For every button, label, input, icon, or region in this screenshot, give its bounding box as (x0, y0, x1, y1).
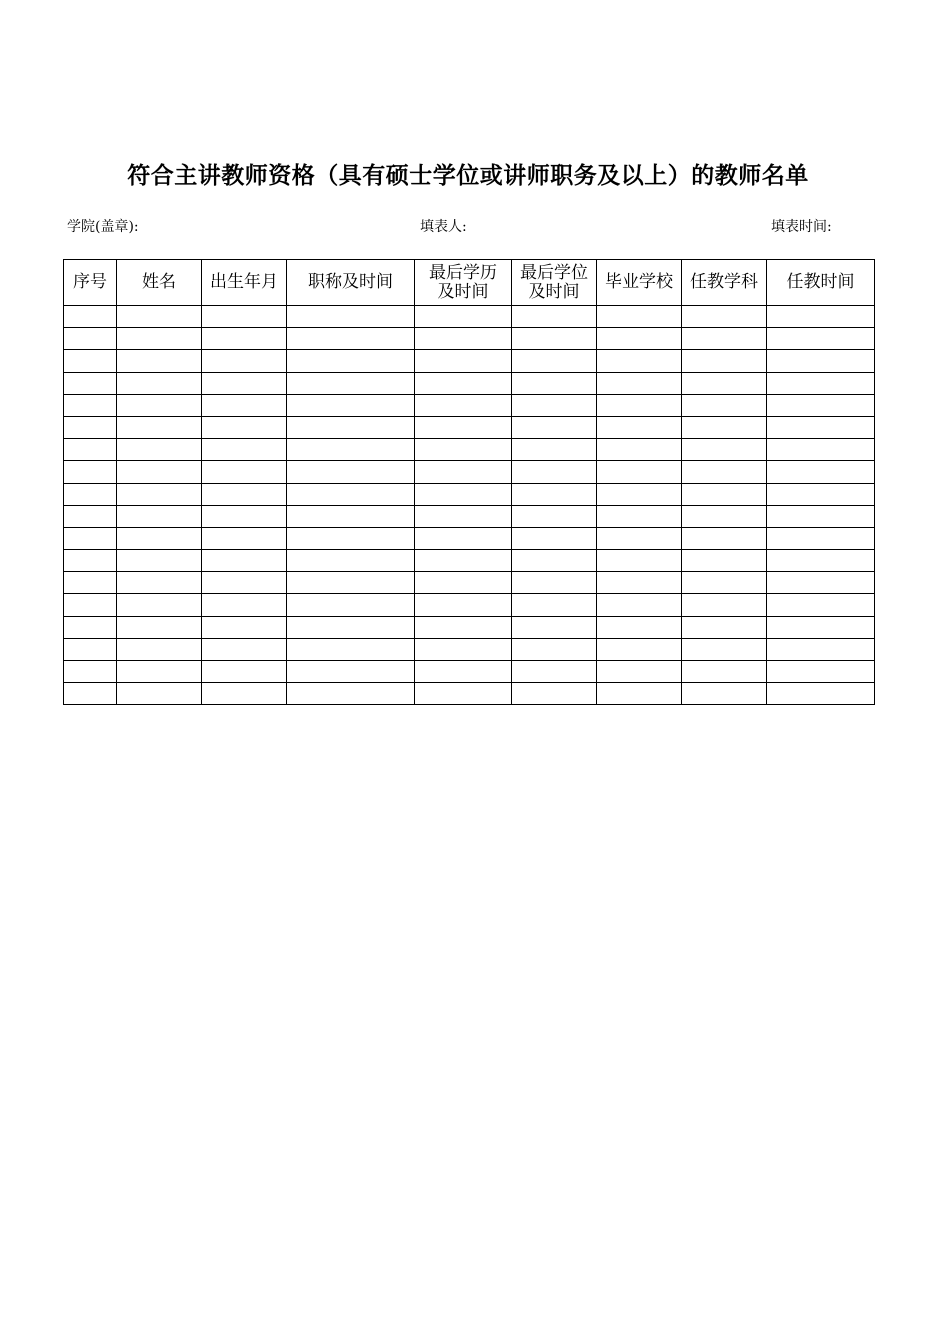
table-cell[interactable] (117, 572, 202, 594)
table-cell[interactable] (767, 394, 875, 416)
table-cell[interactable] (202, 550, 287, 572)
table-cell[interactable] (597, 306, 682, 328)
document-title: 符合主讲教师资格（具有硕士学位或讲师职务及以上）的教师名单 (127, 162, 809, 189)
table-cell[interactable] (512, 527, 597, 549)
table-cell[interactable] (767, 616, 875, 638)
table-cell[interactable] (415, 483, 512, 505)
table-row (64, 439, 875, 461)
table-cell[interactable] (117, 483, 202, 505)
table-cell[interactable] (287, 638, 415, 660)
table-cell[interactable] (117, 306, 202, 328)
header-teaching-subject: 任教学科 (682, 260, 767, 306)
table-row (64, 661, 875, 683)
table-cell[interactable] (64, 394, 117, 416)
table-row (64, 683, 875, 705)
table-cell[interactable] (64, 638, 117, 660)
table-cell[interactable] (287, 616, 415, 638)
table-cell[interactable] (415, 306, 512, 328)
table-cell[interactable] (202, 661, 287, 683)
table-cell[interactable] (512, 550, 597, 572)
table-cell[interactable] (682, 394, 767, 416)
table-cell[interactable] (415, 638, 512, 660)
table-cell[interactable] (117, 505, 202, 527)
table-cell[interactable] (202, 638, 287, 660)
table-cell[interactable] (512, 594, 597, 616)
table-cell[interactable] (597, 461, 682, 483)
table-cell[interactable] (597, 372, 682, 394)
table-cell[interactable] (64, 661, 117, 683)
table-cell[interactable] (64, 572, 117, 594)
form-filler-label: 填表人: (420, 219, 467, 235)
table-cell[interactable] (415, 616, 512, 638)
table-cell[interactable] (202, 439, 287, 461)
table-cell[interactable] (202, 394, 287, 416)
table-cell[interactable] (117, 394, 202, 416)
table-cell[interactable] (767, 461, 875, 483)
table-cell[interactable] (202, 683, 287, 705)
header-teaching-time: 任教时间 (767, 260, 875, 306)
table-cell[interactable] (767, 350, 875, 372)
table-row (64, 505, 875, 527)
table-cell[interactable] (117, 550, 202, 572)
table-cell[interactable] (682, 416, 767, 438)
table-cell[interactable] (512, 328, 597, 350)
table-cell[interactable] (597, 416, 682, 438)
table-cell[interactable] (597, 328, 682, 350)
table-cell[interactable] (767, 306, 875, 328)
table-cell[interactable] (415, 372, 512, 394)
table-cell[interactable] (202, 572, 287, 594)
table-row (64, 461, 875, 483)
table-cell[interactable] (287, 683, 415, 705)
table-cell[interactable] (512, 683, 597, 705)
table-cell[interactable] (512, 483, 597, 505)
table-cell[interactable] (202, 416, 287, 438)
table-cell[interactable] (767, 550, 875, 572)
table-cell[interactable] (415, 527, 512, 549)
table-cell[interactable] (117, 527, 202, 549)
table-cell[interactable] (287, 505, 415, 527)
table-cell[interactable] (682, 439, 767, 461)
table-cell[interactable] (767, 439, 875, 461)
table-cell[interactable] (64, 439, 117, 461)
table-cell[interactable] (202, 505, 287, 527)
table-cell[interactable] (597, 483, 682, 505)
table-cell[interactable] (202, 372, 287, 394)
table-cell[interactable] (202, 328, 287, 350)
table-cell[interactable] (767, 416, 875, 438)
table-cell[interactable] (117, 594, 202, 616)
header-title-and-date: 职称及时间 (287, 260, 415, 306)
table-cell[interactable] (682, 505, 767, 527)
table-cell[interactable] (597, 683, 682, 705)
table-body (64, 306, 875, 705)
table-cell[interactable] (64, 328, 117, 350)
table-cell[interactable] (682, 594, 767, 616)
table-cell[interactable] (287, 416, 415, 438)
table-cell[interactable] (767, 372, 875, 394)
table-cell[interactable] (117, 372, 202, 394)
table-cell[interactable] (202, 461, 287, 483)
table-cell[interactable] (415, 683, 512, 705)
table-row (64, 306, 875, 328)
table-cell[interactable] (597, 661, 682, 683)
teacher-roster-table (63, 259, 875, 705)
table-cell[interactable] (512, 350, 597, 372)
table-cell[interactable] (287, 328, 415, 350)
table-cell[interactable] (415, 416, 512, 438)
table-cell[interactable] (64, 416, 117, 438)
table-cell[interactable] (682, 527, 767, 549)
table-cell[interactable] (682, 572, 767, 594)
table-cell[interactable] (767, 328, 875, 350)
table-cell[interactable] (202, 527, 287, 549)
college-seal-label: 学院(盖章): (67, 219, 139, 235)
table-cell[interactable] (202, 594, 287, 616)
table-row (64, 328, 875, 350)
table-cell[interactable] (682, 350, 767, 372)
table-cell[interactable] (202, 483, 287, 505)
table-cell[interactable] (117, 616, 202, 638)
table-row (64, 372, 875, 394)
table-cell[interactable] (287, 527, 415, 549)
table-cell[interactable] (287, 394, 415, 416)
table-cell[interactable] (682, 483, 767, 505)
table-cell[interactable] (767, 594, 875, 616)
table-cell[interactable] (287, 572, 415, 594)
table-cell[interactable] (117, 416, 202, 438)
table-cell[interactable] (64, 350, 117, 372)
table-cell[interactable] (415, 439, 512, 461)
table-cell[interactable] (512, 439, 597, 461)
table-cell[interactable] (202, 306, 287, 328)
table-cell[interactable] (682, 683, 767, 705)
table-cell[interactable] (415, 394, 512, 416)
table-cell[interactable] (415, 350, 512, 372)
table-cell[interactable] (767, 505, 875, 527)
table-cell[interactable] (64, 372, 117, 394)
table-cell[interactable] (415, 505, 512, 527)
table-row (64, 616, 875, 638)
header-serial: 序号 (64, 260, 117, 306)
table-row (64, 550, 875, 572)
header-highest-degree: 最后学位 及时间 (512, 260, 597, 306)
table-cell[interactable] (597, 350, 682, 372)
table-cell[interactable] (512, 416, 597, 438)
table-cell[interactable] (597, 394, 682, 416)
table-cell[interactable] (415, 550, 512, 572)
table-cell[interactable] (287, 550, 415, 572)
table-cell[interactable] (415, 594, 512, 616)
table-cell[interactable] (415, 328, 512, 350)
header-graduate-school: 毕业学校 (597, 260, 682, 306)
table-cell[interactable] (202, 350, 287, 372)
table-cell[interactable] (64, 527, 117, 549)
table-cell[interactable] (512, 638, 597, 660)
table-cell[interactable] (597, 594, 682, 616)
table-cell[interactable] (767, 527, 875, 549)
table-cell[interactable] (767, 483, 875, 505)
table-cell[interactable] (767, 683, 875, 705)
table-cell[interactable] (64, 616, 117, 638)
table-cell[interactable] (682, 461, 767, 483)
table-row (64, 638, 875, 660)
table-cell[interactable] (682, 306, 767, 328)
table-cell[interactable] (117, 350, 202, 372)
table-cell[interactable] (767, 638, 875, 660)
table-cell[interactable] (597, 527, 682, 549)
table-cell[interactable] (64, 683, 117, 705)
table-cell[interactable] (682, 328, 767, 350)
table-cell[interactable] (682, 550, 767, 572)
table-cell[interactable] (682, 372, 767, 394)
table-cell[interactable] (597, 616, 682, 638)
table-row (64, 416, 875, 438)
table-cell[interactable] (512, 616, 597, 638)
table-cell[interactable] (64, 505, 117, 527)
table-cell[interactable] (512, 306, 597, 328)
table-cell[interactable] (64, 461, 117, 483)
table-cell[interactable] (597, 550, 682, 572)
table-cell[interactable] (64, 483, 117, 505)
header-name: 姓名 (117, 260, 202, 306)
table-cell[interactable] (597, 439, 682, 461)
table-cell[interactable] (287, 350, 415, 372)
table-cell[interactable] (287, 461, 415, 483)
table-cell[interactable] (512, 661, 597, 683)
table-cell[interactable] (597, 505, 682, 527)
table-cell[interactable] (415, 661, 512, 683)
table-cell[interactable] (287, 372, 415, 394)
table-row (64, 394, 875, 416)
table-cell[interactable] (287, 306, 415, 328)
table-cell[interactable] (597, 572, 682, 594)
table-cell[interactable] (287, 483, 415, 505)
table-cell[interactable] (512, 394, 597, 416)
table-cell[interactable] (597, 638, 682, 660)
table-row (64, 350, 875, 372)
table-cell[interactable] (415, 572, 512, 594)
table-cell[interactable] (202, 616, 287, 638)
table-cell[interactable] (512, 372, 597, 394)
fill-date-label: 填表时间: (771, 219, 832, 235)
header-highest-education: 最后学历 及时间 (415, 260, 512, 306)
header-birth-date: 出生年月 (202, 260, 287, 306)
table-cell[interactable] (512, 505, 597, 527)
table-cell[interactable] (64, 306, 117, 328)
table-cell[interactable] (767, 572, 875, 594)
table-cell[interactable] (117, 328, 202, 350)
table-row (64, 483, 875, 505)
table-cell[interactable] (767, 661, 875, 683)
table-row (64, 527, 875, 549)
table-cell[interactable] (117, 661, 202, 683)
table-cell[interactable] (117, 683, 202, 705)
table-cell[interactable] (415, 461, 512, 483)
table-cell[interactable] (512, 461, 597, 483)
table-header-row (64, 260, 875, 306)
table-cell[interactable] (512, 572, 597, 594)
table-cell[interactable] (117, 439, 202, 461)
table-cell[interactable] (287, 594, 415, 616)
table-cell[interactable] (64, 550, 117, 572)
table-row (64, 594, 875, 616)
table-row (64, 572, 875, 594)
table-cell[interactable] (682, 616, 767, 638)
table-cell[interactable] (117, 461, 202, 483)
table-cell[interactable] (682, 638, 767, 660)
table-cell[interactable] (287, 439, 415, 461)
table-cell[interactable] (287, 661, 415, 683)
table-cell[interactable] (64, 594, 117, 616)
table-cell[interactable] (117, 638, 202, 660)
table-cell[interactable] (682, 661, 767, 683)
